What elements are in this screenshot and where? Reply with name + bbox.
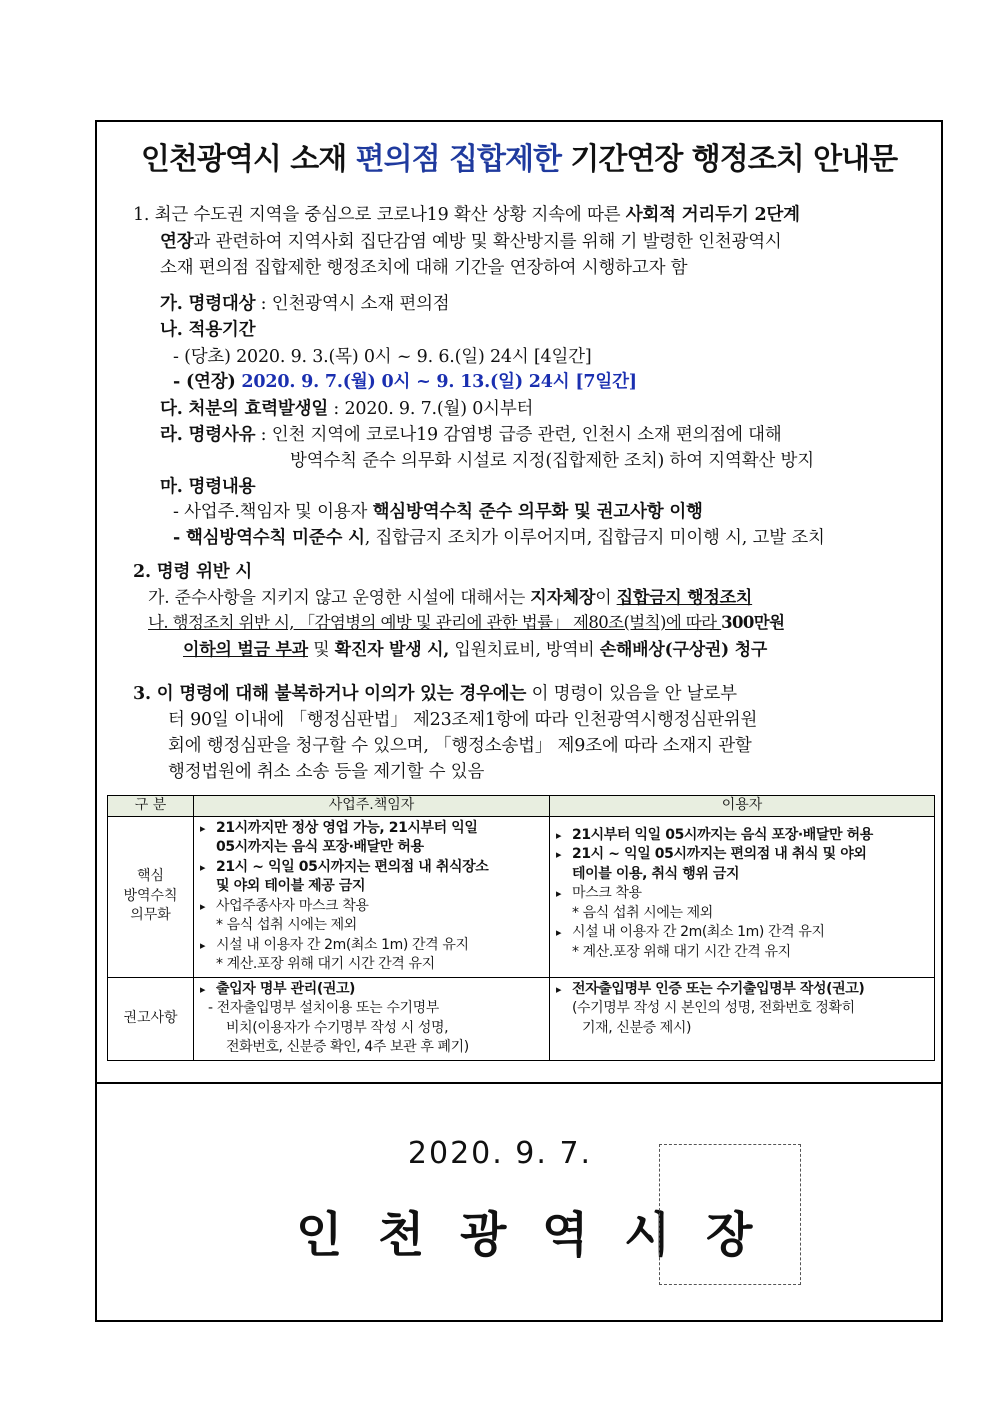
triangle-right-icon: ▸ <box>556 828 562 842</box>
table-header-row <box>108 796 935 817</box>
section3-line1: 3. 이 명령에 대해 불복하거나 이의가 있는 경우에는 이 명령이 있음을 안 날로부 <box>133 684 737 704</box>
section3-line2: 터 90일 이내에 「행정심판법」 제23조제1항에 따라 인천광역시행정심판위원 <box>168 710 758 730</box>
item-ma-2: - 핵심방역수칙 미준수 시, 집합금지 조치가 이루어지며, 집합금지 미이행 시, 고발 조치 <box>173 528 825 548</box>
core-user-cell: ▸ 21시부터 익일 05시까지는 음식 포장·배달만 허용 ▸ 21시 ~ 익일 05시까지는 편의점 내 취식 및 야외 테이블 이용, 취식 행위 금지 ▸ 마스크 착용 * 음식 섭취 시에는 제외 ▸ 시설 내 이용자 간 2m(최소 1m) 간격 유지 * 계산.포장 위해 대기 시간 간격 유지 <box>550 816 935 977</box>
list-item: ▸ 21시부터 익일 05시까지는 음식 포장·배달만 허용 <box>556 826 928 846</box>
item-na-original: - (당초) 2020. 9. 3.(목) 0시 ~ 9. 6.(일) 24시 [4일간] <box>173 347 592 367</box>
core-owner-cell: ▸ 21시까지만 정상 영업 가능, 21시부터 익일 05시까지는 음식 포장·배달만 허용 ▸ 21시 ~ 익일 05시까지는 편의점 내 취식장소 및 야외 테이블 제공 금지 ▸ 사업주종사자 마스크 착용 * 음식 섭취 시에는 제외 ▸ 시설 내 이용자 간 2m(최소 1m) 간격 유지 * 계산.포장 위해 대기 시간 간격 유지 <box>194 816 550 977</box>
section3-line3: 회에 행정심판을 청구할 수 있으며, 「행정소송법」 제9조에 따라 소재지 관할 <box>168 736 752 756</box>
triangle-right-icon: ▸ <box>556 982 562 996</box>
triangle-right-icon: ▸ <box>556 848 562 861</box>
item-da: 다. 처분의 효력발생일 : 2020. 9. 7.(월) 0시부터 <box>160 399 534 419</box>
header-user: 이용자 <box>550 796 935 817</box>
list-item: ▸ 21시 ~ 익일 05시까지는 편의점 내 취식장소 <box>200 858 543 878</box>
list-item: ▸ 전자출입명부 인증 또는 수기출입명부 작성(권고) <box>556 980 928 1000</box>
list-item: ▸ 사업주종사자 마스크 착용 <box>200 897 543 917</box>
triangle-right-icon: ▸ <box>200 821 206 835</box>
item-ma-label: 마. 명령내용 <box>160 477 256 497</box>
issue-date: 2020. 9. 7. <box>407 1136 593 1171</box>
triangle-right-icon: ▸ <box>200 899 206 913</box>
signer-name: 인 천 광 역 시 장 <box>296 1207 753 1263</box>
advice-owner-cell: ▸ 출입자 명부 관리(권고) - 전자출입명부 설치이용 또는 수기명부 비치(이용자가 수기명부 작성 시 성명, 전화번호, 신분증 확인, 4주 보관 후 폐기) <box>194 977 550 1060</box>
page-title: 인천광역시 소재 편의점 집합제한 기간연장 행정조치 안내문 <box>140 142 898 177</box>
seal-placeholder <box>659 1144 801 1285</box>
list-item: ▸ 마스크 착용 <box>556 884 928 904</box>
item-ma-1: - 사업주.책임자 및 이용자 핵심방역수칙 준수 의무화 및 권고사항 이행 <box>173 502 703 522</box>
title-highlight: 편의점 집합제한 <box>355 142 561 177</box>
header-owner: 사업주.책임자 <box>194 796 550 817</box>
list-item: ▸ 시설 내 이용자 간 2m(최소 1m) 간격 유지 <box>556 923 928 943</box>
item-ga: 가. 명령대상 : 인천광역시 소재 편의점 <box>160 294 450 314</box>
list-item: ▸ 출입자 명부 관리(권고) <box>200 980 543 1000</box>
list-item: ▸ 21시 ~ 익일 05시까지는 편의점 내 취식 및 야외 <box>556 845 928 865</box>
triangle-right-icon: ▸ <box>556 887 562 900</box>
section3-line4: 행정법원에 취소 소송 등을 제기할 수 있음 <box>168 762 485 782</box>
section1-line3: 소재 편의점 집합제한 행정조치에 대해 기간을 연장하여 시행하고자 함 <box>160 258 688 278</box>
table-row-core <box>108 816 935 977</box>
triangle-right-icon: ▸ <box>200 938 206 952</box>
triangle-right-icon: ▸ <box>200 982 206 996</box>
row-label-advice: 권고사항 <box>108 977 194 1060</box>
section1-line1: 1. 최근 수도권 지역을 중심으로 코로나19 확산 상황 지속에 따른 사회적 거리두기 2단계 <box>133 205 800 225</box>
item-na-extended: - (연장) 2020. 9. 7.(월) 0시 ~ 9. 13.(일) 24시 [7일간] <box>173 372 637 392</box>
section2-na-cont: 이하의 벌금 부과 및 확진자 발생 시, 입원치료비, 방역비 손해배상(구상권) 청구 <box>183 640 768 660</box>
item-ra: 라. 명령사유 : 인천 지역에 코로나19 감염병 급증 관련, 인천시 소재 편의점에 대해 <box>160 425 782 445</box>
list-item: ▸ 시설 내 이용자 간 2m(최소 1m) 간격 유지 <box>200 936 543 956</box>
item-na-label: 나. 적용기간 <box>160 320 256 340</box>
triangle-right-icon: ▸ <box>200 860 206 874</box>
row-label-core: 핵심 방역수칙 의무화 <box>108 816 194 977</box>
table-row-advice <box>108 977 935 1060</box>
section2-ga: 가. 준수사항을 지키지 않고 운영한 시설에 대해서는 지자체장이 집합금지 행정조치 <box>148 588 753 608</box>
header-division: 구 분 <box>108 796 194 817</box>
signature-divider <box>95 1082 943 1084</box>
advice-user-cell: ▸ 전자출입명부 인증 또는 수기출입명부 작성(권고) (수기명부 작성 시 본인의 성명, 전화번호 정확히 기재, 신분증 제시) <box>550 977 935 1060</box>
section1-line2: 연장과 관련하여 지역사회 집단감염 예방 및 확산방지를 위해 기 발령한 인천광역시 <box>160 232 782 252</box>
section2-title: 2. 명령 위반 시 <box>133 562 253 582</box>
item-ra-cont: 방역수칙 준수 의무화 시설로 지정(집합제한 조치) 하여 지역확산 방지 <box>290 451 814 471</box>
triangle-right-icon: ▸ <box>556 926 562 939</box>
list-item: ▸ 21시까지만 정상 영업 가능, 21시부터 익일 <box>200 819 543 839</box>
rules-table <box>107 795 935 1061</box>
section2-na: 나. 행정조치 위반 시, 「감염병의 예방 및 관리에 관한 법률」 제80조(벌칙)에 따라 300만원 <box>148 613 785 632</box>
